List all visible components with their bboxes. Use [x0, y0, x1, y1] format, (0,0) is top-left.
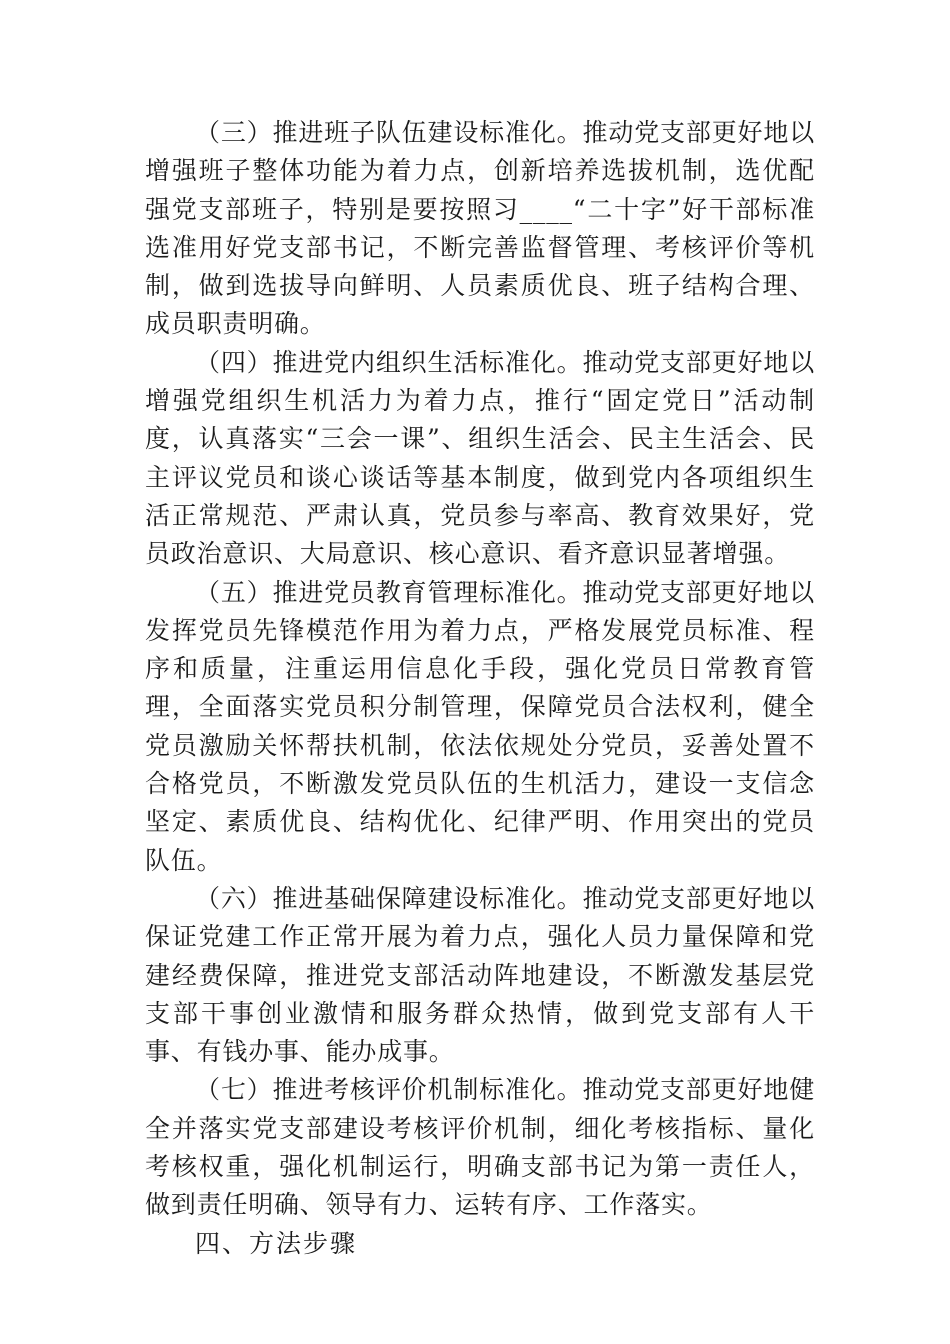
paragraph-5: （五）推进党员教育管理标准化。推动党支部更好地以发挥党员先锋模范作用为着力点，严格发展党员标准、程序和质量，注重运用信息化手段，强化党员日常教育管理，全面落实党员积分制管理，保障党员合法权利，健全党员激励关怀帮扶机制，依法依规处分党员，妥善处置不合格党员，不断激发党员队伍的生机活力，建设一支信念坚定、素质优良、结构优化、纪律严明、作用突出的党员队伍。	[145, 577, 815, 875]
paragraph-4: （四）推进党内组织生活标准化。推动党支部更好地以增强党组织生机活力为着力点，推行“固定党日”活动制度，认真落实“三会一课”、组织生活会、民主生活会、民主评议党员和谈心谈话等基本制度，做到党内各项组织生活正常规范、严肃认真，党员参与率高、教育效果好，党员政治意识、大局意识、核心意识、看齐意识显著增强。	[145, 347, 815, 569]
document-page	[145, 114, 815, 1263]
paragraph-3: （三）推进班子队伍建设标准化。推动党支部更好地以增强班子整体功能为着力点，创新培养选拔机制，选优配强党支部班子，特别是要按照习____“二十字”好干部标准选准用好党支部书记，不断完善监督管理、考核评价等机制，做到选拔导向鲜明、人员素质优良、班子结构合理、成员职责明确。	[145, 118, 815, 339]
section-heading: 四、方法步骤	[195, 1228, 358, 1258]
paragraph-6: （六）推进基础保障建设标准化。推动党支部更好地以保证党建工作正常开展为着力点，强化人员力量保障和党建经费保障，推进党支部活动阵地建设，不断激发基层党支部干事创业激情和服务群众热情，做到党支部有人干事、有钱办事、能办成事。	[145, 883, 815, 1067]
paragraph-7: （七）推进考核评价机制标准化。推动党支部更好地健全并落实党支部建设考核评价机制，细化考核指标、量化考核权重，强化机制运行，明确支部书记为第一责任人，做到责任明确、领导有力、运转有序、工作落实。	[145, 1075, 815, 1220]
